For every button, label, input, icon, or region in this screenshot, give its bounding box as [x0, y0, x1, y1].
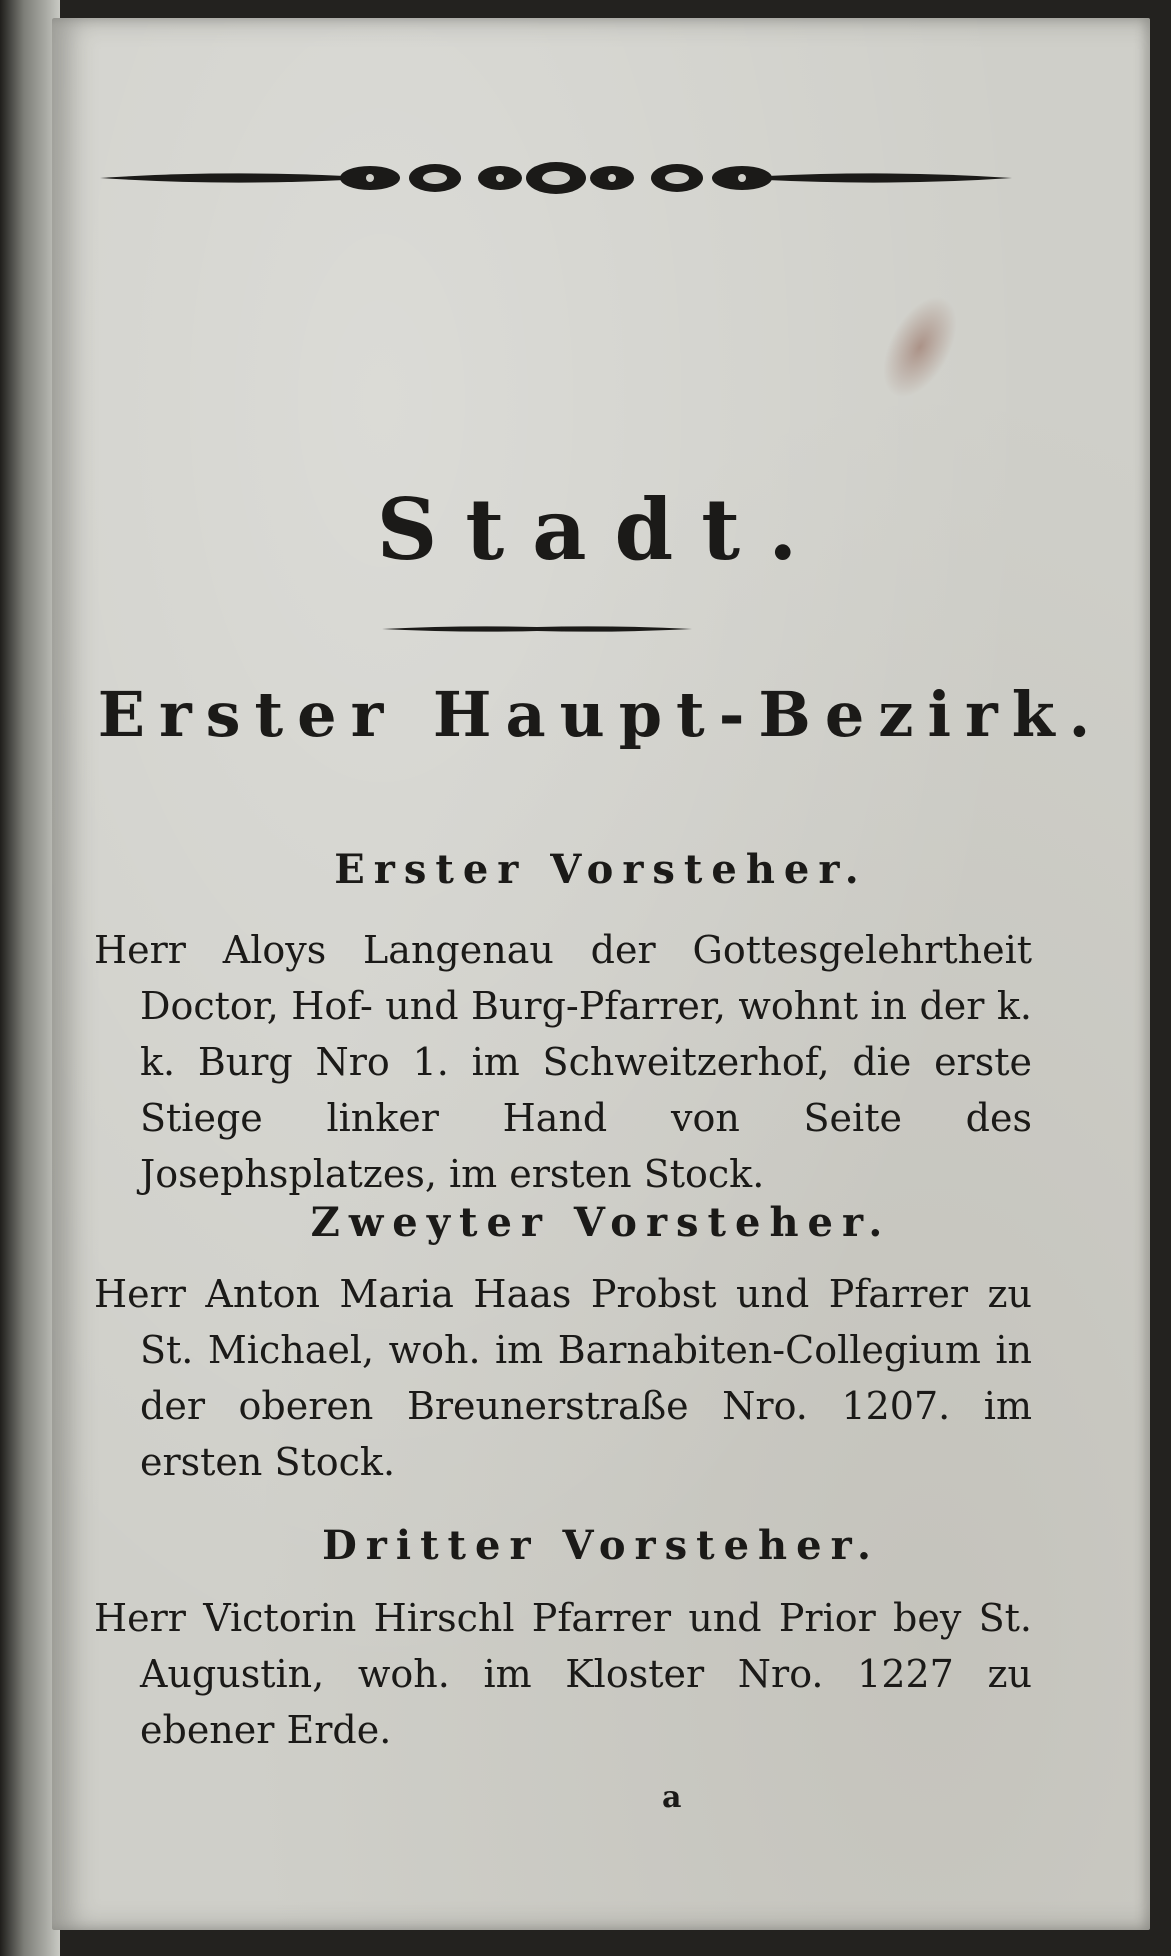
paper-page: [52, 18, 1150, 1930]
signature-mark: a: [662, 1780, 682, 1815]
text-block: [52, 18, 1150, 1930]
section-entry-1: Herr Aloys Langenau der Gottesgelehrtheit Doctor, Hof- und Burg-Pfarrer, wohnt in der k. k. Burg Nro 1. im Schweitzerhof, die erste Stiege linker Hand von Seite des Josephsplatzes, im ersten Stock.: [94, 928, 1032, 1196]
section-entry-3: Herr Victorin Hirschl Pfarrer und Prior bey St. Augustin, woh. im Kloster Nro. 1227 zu ebener Erde.: [94, 1596, 1032, 1752]
top-ornament-rule: [100, 158, 1012, 198]
page-title: Stadt.: [376, 480, 826, 579]
title-rule: [382, 622, 692, 636]
book-spine-shadow: [0, 0, 60, 1956]
section-entry-2: Herr Anton Maria Haas Probst und Pfarrer zu St. Michael, woh. im Barnabiten-Collegium in der oberen Breunerstraße Nro. 1207. im ersten Stock.: [94, 1272, 1032, 1484]
section-heading-2: Zweyter Vorsteher.: [310, 1199, 892, 1246]
section-heading-3: Dritter Vorsteher.: [322, 1522, 880, 1569]
section-heading-1: Erster Vorsteher.: [334, 846, 868, 893]
district-heading: Erster Haupt-Bezirk.: [97, 678, 1105, 751]
